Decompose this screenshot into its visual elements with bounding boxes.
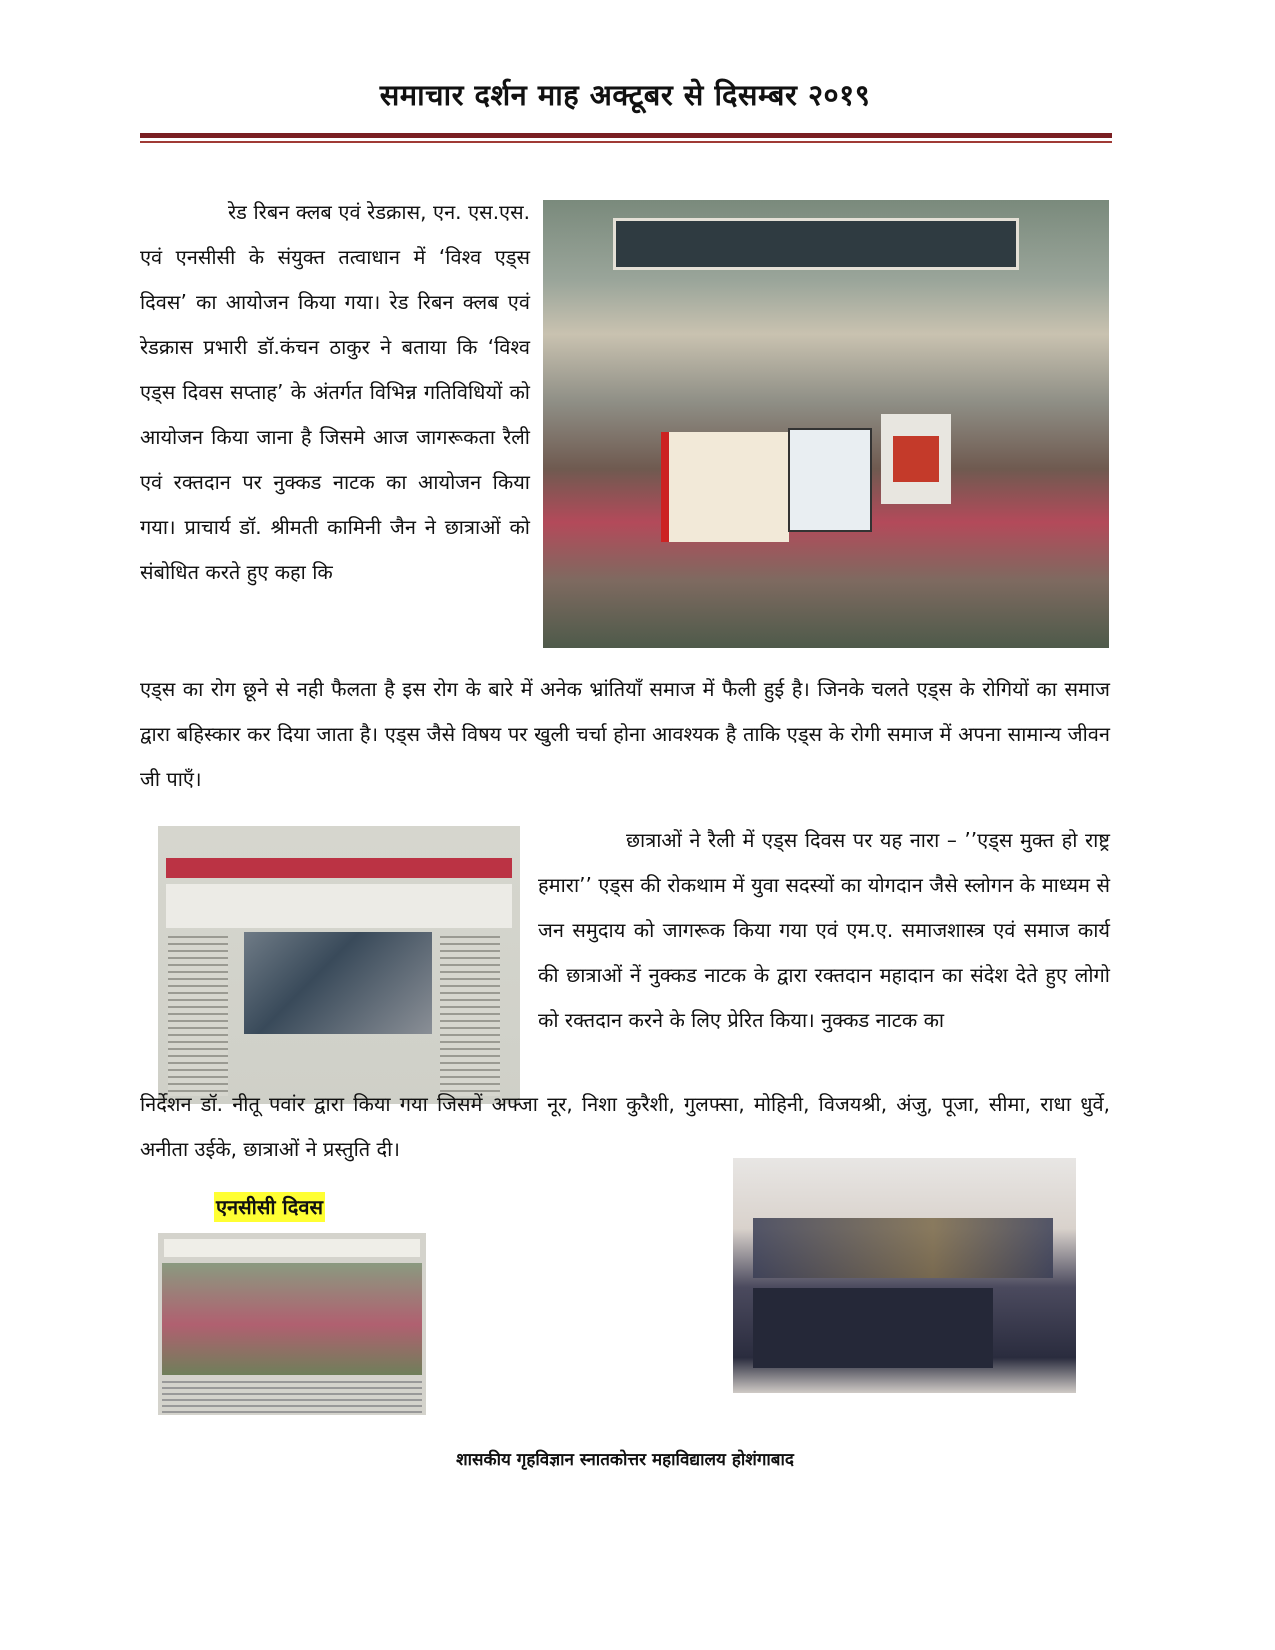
cadets-front-row: [753, 1288, 993, 1368]
clipping-headline: [166, 884, 512, 928]
page-title: समाचार दर्शन माह अक्टूबर से दिसम्बर २०१९: [379, 78, 871, 112]
rally-banner: [661, 432, 789, 542]
cadets-back-row: [753, 1218, 1053, 1278]
rally-banner: [881, 414, 951, 504]
college-signboard: [613, 218, 1019, 270]
header-rule: [140, 133, 1112, 138]
clipping-headline-strip: [166, 858, 512, 878]
clipping-text: [162, 1381, 422, 1413]
clipping-headline: [164, 1239, 420, 1257]
clipping-text-column: [168, 936, 228, 1096]
clipping-photo: [244, 932, 432, 1034]
article-paragraph-2: एड्स का रोग छूने से नही फैलता है इस रोग के बारे में अनेक भ्रांतियॉं समाज में फैली हुई है। जिनके चलते एड्स के रोगियों का समाज द्वारा बहिस्कार कर दिया जाता है। एड्स जैसे विषय पर खुली चर्चा होना आवश्यक है ताकि एड्स के रोगी समाज में अपना सामान्य जीवन जी पाएँ।: [140, 677, 1110, 791]
article-paragraph-3: छात्राओं ने रैली में एड्स दिवस पर यह नारा – ’’एड्स मुक्त हो राष्ट्र हमारा’’ एड्स की रोकथाम में युवा सदस्यों का योगदान जैसे स्लोगन के माध्यम से जन समुदाय को जागरूक किया गया एवं एम.ए. समाजशास्त्र एवं समाज कार्य की छात्राओं नें नुक्कड नाटक के द्वारा रक्तदान महादान का संदेश देते हुए लोगो को रक्तदान करने के लिए प्रेरित किया। नुक्कड नाटक का: [538, 828, 1110, 1032]
rally-banner: [788, 428, 872, 532]
header-rule-thin: [140, 141, 1112, 143]
article-paragraph-1: रेड रिबन क्लब एवं रेडक्रास, एन. एस.एस. एवं एनसीसी के संयुक्त तत्वाधान में ‘विश्व एड्स दिवस’ का आयोजन किया गया। रेड रिबन क्लब एवं रेडक्रास प्रभारी डॉ.कंचन ठाकुर ने बताया कि ‘विश्व एड्स दिवस सप्ताह’ के अंतर्गत विभिन्न गतिविधियों को आयोजन किया जाना है जिसमे आज जागरूकता रैली एवं रक्तदान पर नुक्कड नाटक का आयोजन किया गया। प्राचार्य डॉ. श्रीमती कामिनी जैन ने छात्राओं को संबोधित करते हुए कहा कि: [140, 200, 530, 584]
clipping-text-column: [440, 936, 500, 1096]
newspaper-clipping-aids-day: [158, 826, 520, 1104]
ncc-day-group-photo: [733, 1158, 1076, 1393]
newspaper-clipping-open-discussion: [158, 1233, 426, 1415]
clipping-photo: [162, 1263, 422, 1375]
aids-day-rally-photo: [543, 200, 1109, 648]
footer-college-name: शासकीय गृहविज्ञान स्नातकोत्तर महाविद्यालय होशंगाबाद: [456, 1450, 794, 1470]
article-paragraph-4: निर्देशन डॉ. नीतू पवांर द्वारा किया गया जिसमें अफ्जा नूर, निशा कुरैशी, गुलफ्सा, मोहिनी, विजयश्री, अंजु, पूजा, सीमा, राधा धुर्वे, अनीता उईके, छात्राओं ने प्रस्तुति दी।: [140, 1092, 1110, 1161]
ncc-day-heading: एनसीसी दिवस: [214, 1192, 325, 1222]
